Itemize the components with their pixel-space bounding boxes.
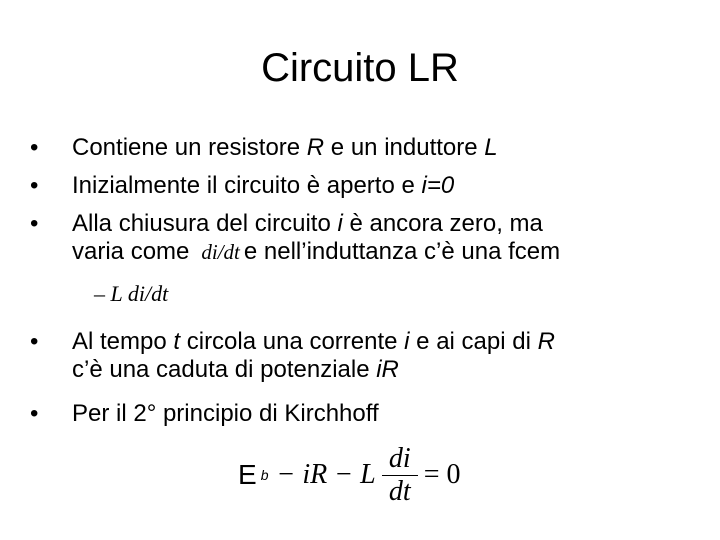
equation-middle: − iR − L [276,459,376,490]
bullet-item-4: • Al tempo t circola una corrente i e ai capi di R c’è una caduta di potenziale iR [30,328,555,383]
bullet-dot: • [30,134,39,161]
bullet-item-2: • Inizialmente il circuito è aperto e i=0 [30,172,455,199]
bullet-dot: • [30,210,39,237]
bullet-dot: • [30,172,39,199]
slide-title: Circuito LR [261,46,459,90]
bullet-dot: • [30,328,39,355]
inline-derivative: di/dt [201,240,240,264]
fraction-denominator: dt [388,475,411,507]
bullet-item-3: • Alla chiusura del circuito i è ancora zero, ma varia come di/dt e nell’induttanza c’è una fcem [30,210,561,265]
derivative-fraction [382,443,418,508]
fcem-expression: – L di/dt [94,281,169,306]
equation-rhs: = 0 [423,459,461,490]
bullet-item-5: • Per il 2° principio di Kirchhoff [30,400,379,427]
bullet-item-1: • Contiene un resistore R e un induttore L [30,134,498,161]
emf-subscript: b [260,467,269,483]
kirchhoff-equation [238,440,461,510]
bullet-dot: • [30,400,39,427]
emf-symbol: E [238,459,257,490]
fraction-numerator: di [388,442,411,474]
